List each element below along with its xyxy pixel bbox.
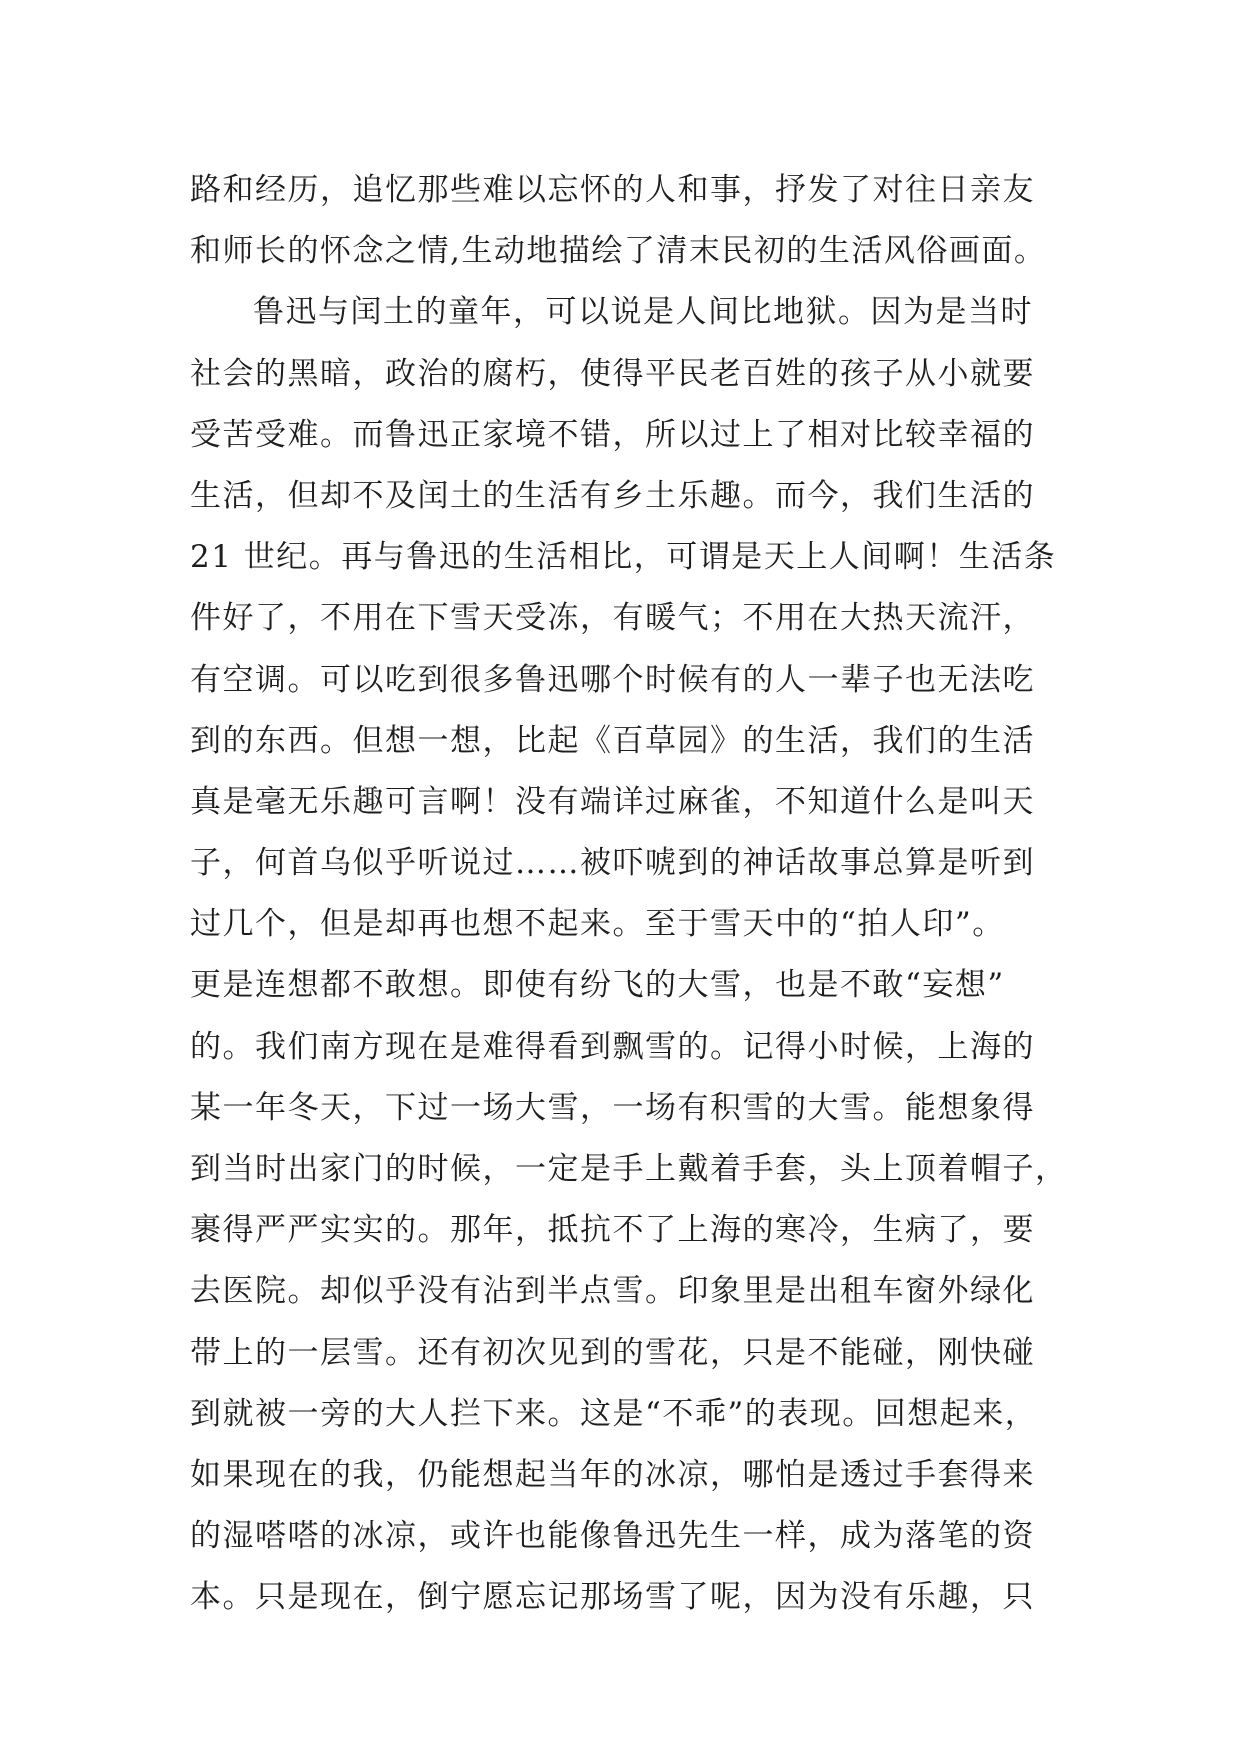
text-line: 带上的一层雪。还有初次见到的雪花，只是不能碰，刚快碰 [190, 1334, 1035, 1371]
text-line: 到当时出家门的时候，一定是手上戴着手套，头上顶着帽子， [190, 1151, 1068, 1187]
text-line: 的。我们南方现在是难得看到飘雪的。记得小时候，上海的 [190, 1028, 1035, 1065]
text-line: 去医院。却似乎没有沾到半点雪。印象里是出租车窗外绿化 [190, 1273, 1035, 1310]
text-line: 更是连想都不敢想。即使有纷飞的大雪，也是不敢“妄想” [190, 967, 1005, 1004]
text-line: 裹得严严实实的。那年，抵抗不了上海的寒冷，生病了，要 [190, 1212, 1035, 1249]
text-line: 21 世纪。再与鲁迅的生活相比，可谓是天上人间啊！生活条 [190, 539, 1057, 576]
text-line: 某一年冬天，下过一场大雪，一场有积雪的大雪。能想象得 [190, 1089, 1035, 1126]
paragraph-start-line: 鲁迅与闰土的童年，可以说是人间比地狱。因为是当时 [253, 294, 1033, 331]
text-line: 过几个，但是却再也想不起来。至于雪天中的“拍人印”。 [190, 906, 1005, 943]
text-line: 和师长的怀念之情,生动地描绘了清末民初的生活风俗画面。 [190, 233, 1047, 270]
text-line: 生活，但却不及闰土的生活有乡土乐趣。而今，我们生活的 [190, 477, 1035, 514]
text-line: 本。只是现在，倒宁愿忘记那场雪了呢，因为没有乐趣，只 [190, 1579, 1035, 1616]
text-line: 有空调。可以吃到很多鲁迅哪个时候有的人一辈子也无法吃 [190, 661, 1035, 698]
text-line: 社会的黑暗，政治的腐朽，使得平民老百姓的孩子从小就要 [190, 355, 1035, 392]
text-line: 真是毫无乐趣可言啊！没有端详过麻雀，不知道什么是叫天 [190, 783, 1035, 820]
text-line: 的湿嗒嗒的冰凉，或许也能像鲁迅先生一样，成为落笔的资 [190, 1518, 1035, 1555]
text-line: 件好了，不用在下雪天受冻，有暖气；不用在大热天流汗， [190, 600, 1035, 637]
body-text [190, 160, 1090, 1629]
text-line: 受苦受难。而鲁迅正家境不错，所以过上了相对比较幸福的 [190, 416, 1035, 453]
text-line: 如果现在的我，仍能想起当年的冰凉，哪怕是透过手套得来 [190, 1456, 1035, 1493]
text-line: 子，何首乌似乎听说过……被吓唬到的神话故事总算是听到 [190, 845, 1035, 882]
text-line: 到就被一旁的大人拦下来。这是“不乖”的表现。回想起来， [190, 1395, 1038, 1432]
text-line: 路和经历，追忆那些难以忘怀的人和事，抒发了对往日亲友 [190, 172, 1035, 208]
text-line: 到的东西。但想一想，比起《百草园》的生活，我们的生活 [190, 722, 1035, 759]
